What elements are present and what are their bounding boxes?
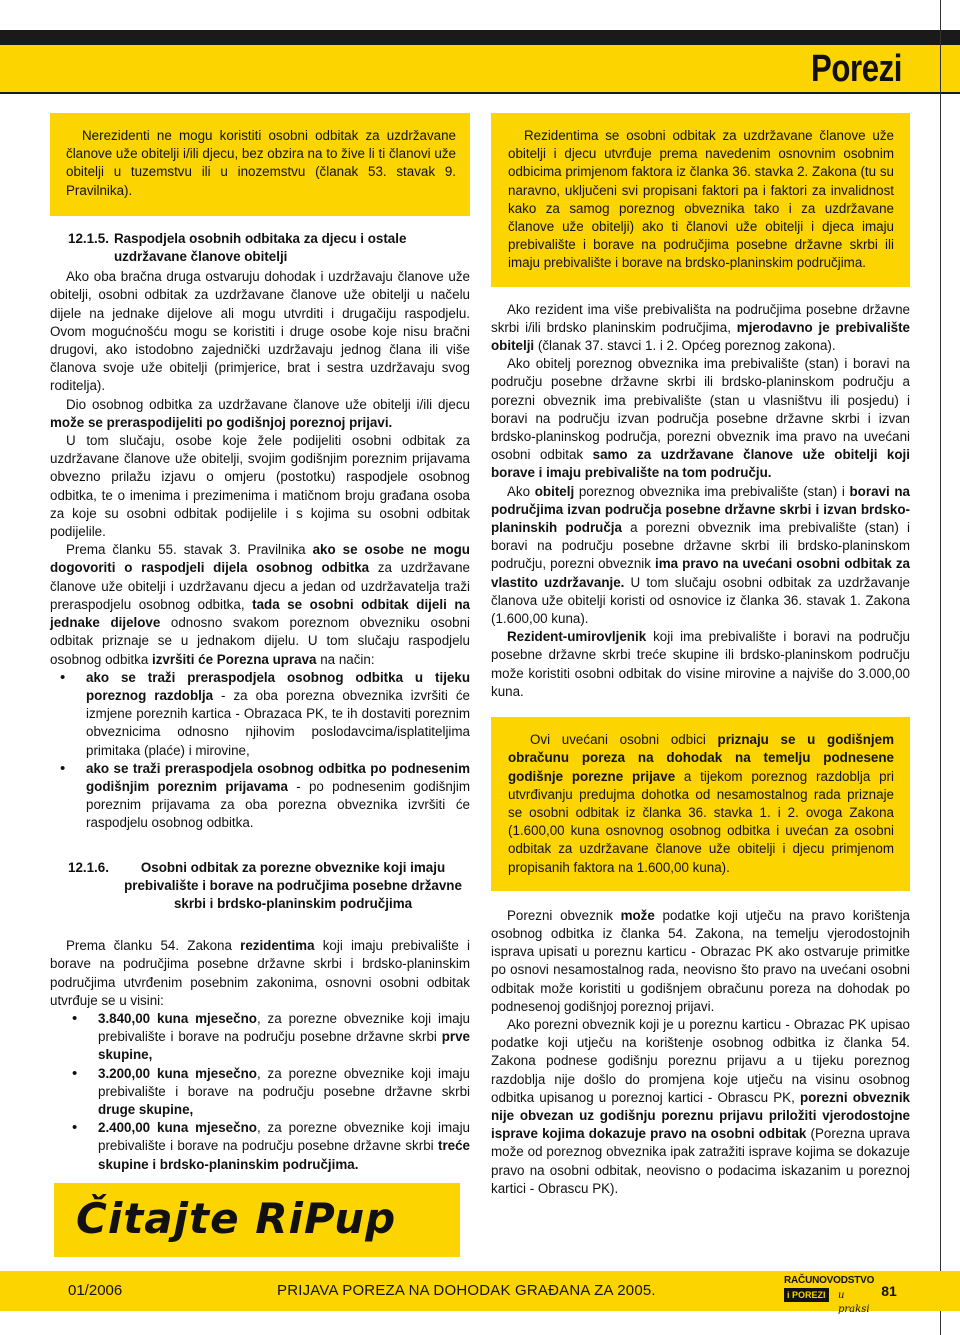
section-title: Osobni odbitak za porezne obveznike koji imaju prebivalište i borave na područjima posebne državne skrbi i brdsko-planinskim područjima <box>124 859 462 911</box>
ripup-banner-text: Čitajte RiPup <box>76 1194 397 1243</box>
redistribution-list <box>50 669 470 833</box>
section-number: 12.1.5. <box>68 230 109 246</box>
text-run: (članak 37. stavci 1. i 2. Općeg poreznog zakona). <box>534 338 836 354</box>
text-run-bold: porezni obveznik nije obvezan uz godišnju poreznu prijavu priložiti vjerodostojne isprave kojima dokazuje pravo na osobni odbitak <box>491 1089 910 1142</box>
resident-note-box <box>491 113 910 287</box>
text-run-bold: samo za uzdržavane članove uže obitelji koji borave i imaju prebivalište na tom području. <box>491 447 910 481</box>
publisher-logo <box>782 1275 878 1315</box>
paragraph <box>491 483 910 629</box>
text-run-bold: priznaju se u godišnjem obračunu poreza na dohodak na temelju podnesene godišnje porezne prijave <box>508 732 894 784</box>
paragraph <box>491 355 910 482</box>
text-run-bold: izvršiti će Porezna uprava <box>152 651 317 667</box>
nonresident-note-box <box>50 113 470 216</box>
text-run: Porezni obveznik <box>507 907 621 923</box>
left-column <box>50 113 470 1174</box>
logo-line-1: RAČUNOVODSTVO <box>784 1275 875 1286</box>
resident-note-text: Rezidentima se osobni odbitak za uzdržavane članove uže obitelji i djecu utvrđuje prema navedenim osnovnim osobnim odbicima primjenom faktora iz članka 36. stavka 2. Zakona (tu su naravno, uključeni svi propisani faktori pa i faktori za invalidnost kako za samog poreznog obveznika tako i za uzdržavane članove uže obitelji) ako ti članovi uže obitelji i djeca imaju prebivalište i borave na područjima posebne državne skrbi ili imaju prebivalište i borave na brdsko-planinskim područjima. <box>508 128 894 271</box>
text-run-bold: ako se traži preraspodjela osobnog odbitka po podnesenim godišnjim poreznim prijavama <box>86 760 470 794</box>
text-run-bold: ima pravo na uvećani osobni odbitak za vlastito uzdržavanje. <box>491 556 911 590</box>
text-run-bold: boravi na područjima izvan područja posebne državne skrbi i izvan brdsko-planinskih područja <box>491 483 910 536</box>
text-run: podatke koji utječu na pravo korištenja osobnog odbitka iz članka 54. Zakona, na temelju vjerodostojnih isprava upisati u poreznu karticu - Obrazac PK ako ostvaruje primitke po osnovi nesamostalnog rada, neovisno što pravo na uvećani osobni odbitak može koristiti u godišnjem obračunu poreza na dohodak po podnesenoj godišnjoj poreznoj prijavi. <box>491 907 910 1014</box>
text-run: Ako <box>507 483 535 499</box>
text-run-bold: tada se osobni odbitak dijeli na jednake dijelove <box>50 596 470 631</box>
list-item <box>98 1119 470 1174</box>
paragraph <box>491 907 910 1016</box>
text-run: Ako porezni obveznik koji je u poreznu karticu - Obrazac PK upisao podatke koji utječu na korištenje osobnog odbitka iz članka 54. Zakona podnese godišnju poreznu prijavu a u tijeku poreznog razdoblja nije došlo do promjena koje utječu na visinu osobnog odbitka upisanog u poreznoj kartici - Obrascu PK, <box>491 1016 910 1105</box>
paragraph <box>50 396 470 432</box>
text-run-bold: druge skupine, <box>98 1101 194 1117</box>
text-run: a tijekom poreznog razdoblja pri utvrđivanju predujma dohotka od nesamostalnog rada priznaje se osobni odbitak iz članka 36. stavka 1. i 2. ovoga Zakona (1.600,00 kuna osnovnog osobnog odbitka i uvećan za osobni odbitak za uzdržavane članove uže obitelji i djecu primjenom propisanih faktora na 1.600,00 kuna). <box>508 768 894 875</box>
text-run-bold: mjerodavno je prebivalište obitelji <box>491 319 910 354</box>
increased-deduction-box <box>491 717 910 891</box>
text-run: koji ima prebivalište i boravi na području posebne državne skrbi treće skupine ili brdsko-planinskom području može koristiti osobni odbitak do visine mirovine a najviše do 3.000,00 kuna. <box>491 629 910 699</box>
section-number: 12.1.6. <box>68 859 109 875</box>
text-run: za uzdržavane članove uže obitelji i uzdržavanu djecu a jedan od uzdržavatelja traži preraspodjelu osobnog odbitka, <box>50 560 470 612</box>
paragraph <box>491 628 910 701</box>
ripup-banner <box>54 1183 460 1257</box>
text-run-bold: 2.400,00 kuna mjesečno <box>98 1120 257 1136</box>
text-run: Prema članku 54. Zakona <box>66 938 241 954</box>
list-item <box>86 760 470 833</box>
publication-title: PRIJAVA POREZA NA DOHODAK GRAĐANA ZA 2005. <box>277 1282 656 1299</box>
text-run: Ako rezident ima više prebivališta na područjima posebne državne skrbi i/ili brdsko planinskim područjima, <box>491 301 910 335</box>
text-run: Prema članku 55. stavak 3. Pravilnika <box>66 542 313 558</box>
text-run: na način: <box>316 651 375 667</box>
text-run-bold: rezidentima <box>240 938 315 954</box>
text-run: , za porezne obveznike koji imaju prebivalište i borave na području posebne državne skrbi <box>98 1065 471 1099</box>
text-run: odnosno svakom poreznom obvezniku osobni odbitak priznaje se u jednakom dijelu. U tom slučaju raspodjelu osobnog odbitka <box>50 615 471 667</box>
paragraph <box>491 1016 910 1198</box>
list-item <box>98 1010 470 1065</box>
text-run-bold: 3.840,00 kuna mjesečno <box>98 1010 257 1026</box>
page-header <box>0 45 960 94</box>
text-run-bold: može se preraspodijeliti po godišnjoj poreznoj prijavi. <box>50 414 393 430</box>
text-run: Dio osobnog odbitka za uzdržavane članove uže obitelji i/ili djecu <box>66 396 470 412</box>
text-run: Ako obitelj poreznog obveznika ima prebivalište (stan) i boravi na području posebne državne skrbi ili brdsko-planinskom području a porezni obveznik ima prebivalište (stan u vlasništvu ili posjedu) i boravi na području izvan područja posebne državne skrbi i izvan brdsko-planinskog područja, porezni obveznik ima pravo na uvećani osobni odbitak <box>491 356 910 463</box>
paragraph: U tom slučaju, osobe koje žele podijeliti osobni odbitak za uzdržavane članove uže obitelji, svojim godišnjim poreznim prijavama obvezno prilažu izjavu o omjeru (postotku) raspodjele osobnog odbitka, te o imenima i prezimenima i matičnom broju građana osoba za koje su osobni odbitak podijelile i s kojima su osobni odbitak podijelile. <box>50 433 470 540</box>
text-run-bold: ako se osobe ne mogu dogovoriti o raspodjeli dijela osobnog odbitka <box>50 542 470 576</box>
paragraph <box>50 541 470 668</box>
increased-deduction-text <box>508 731 894 877</box>
right-column <box>491 113 910 1198</box>
page-number: 81 <box>881 1283 897 1299</box>
paragraph <box>50 937 470 1010</box>
issue-number: 01/2006 <box>68 1282 123 1299</box>
margin-rule <box>940 0 941 1335</box>
section-heading-12-1-6 <box>50 859 470 914</box>
text-run-bold: treće skupine i brdsko-planinskim područjima. <box>98 1138 470 1172</box>
text-run: - po podnesenim godišnjim poreznim prijavama za oba porezna obveznika izvršiti će raspodjelu osobnog odbitka. <box>86 778 470 831</box>
text-run: , za porezne obveznike koji imaju prebivalište i borave na području posebne državne skrbi <box>98 1010 471 1045</box>
text-run: poreznog obveznika ima prebivalište (stan) i <box>574 483 850 499</box>
text-run: koji imaju prebivalište i borave na područjima posebne državne skrbi i brdsko-planinskim područjima utvrđenim posebnim zakonima, osnovni osobni odbitak utvrđuje se u visini: <box>50 938 470 1008</box>
text-run: U tom slučaju osobni odbitak za uzdržavanje članova uže obitelji koristi od osnovice iz članka 36. stavak 1. Zakona (1.600,00 kuna). <box>491 574 910 627</box>
text-run-bold: ako se traži preraspodjela osobnog odbitka u tijeku poreznog razdoblja <box>86 669 470 703</box>
text-run-bold: prve skupine, <box>98 1029 470 1063</box>
text-run-bold: obitelj <box>534 483 575 499</box>
nonresident-note-text: Nerezidenti ne mogu koristiti osobni odbitak za uzdržavane članove uže obitelji i/ili djecu, bez obzira na to žive li ti članovi uže obitelji u tuzemstvu ili u inozemstvu (članak 53. stavak 9. Pravilnika). <box>66 128 456 198</box>
text-run: - za oba porezna obveznika izvršiti će izmjene poreznih kartica - Obrazaca PK, te ih dostaviti poreznim obveznicima odnosno njihovim poslodavcima/isplatiteljima primitaka (plaće) i mirovine, <box>86 687 470 758</box>
deduction-amounts-list <box>50 1010 470 1174</box>
text-run-bold: može <box>620 907 655 923</box>
top-black-bar <box>0 30 960 45</box>
text-run: (Porezna uprava može od poreznog obveznika ipak zatražiti isprave kojima se dokazuje pravo na osobni odbitak, neovisno o podacima iskazanim u poreznoj kartici - Obrascu PK). <box>491 1126 910 1196</box>
text-run: Ovi uvećani osobni odbici <box>530 732 718 748</box>
page-footer <box>0 1271 960 1315</box>
list-item <box>86 669 470 760</box>
text-run-bold: 3.200,00 kuna mjesečno <box>98 1065 257 1081</box>
section-title: Raspodjela osobnih odbitaka za djecu i ostale uzdržavane članove obitelji <box>114 230 407 265</box>
text-run: , za porezne obveznike koji imaju prebivalište i borave na području posebne državne skrbi <box>98 1120 471 1154</box>
paragraph <box>491 301 910 356</box>
paragraph: Ako oba bračna druga ostvaruju dohodak i uzdržavaju članove uže obitelji, osobni odbitak za uzdržavane članove uže obitelji u načelu dijele na jednake dijelove ali mogu utvrditi i drugačiju raspodjelu. Ovom mogućnošću mogu se koristiti i druge osobe koje nisu bračni drugovi, ako istodobno zajednički uzdržavaju jednog člana ili više članova svoje uže obitelji (primjerice, brat i sestra uzdržavaju svog roditelja). <box>50 269 470 394</box>
logo-line-2: i POREZI <box>784 1288 829 1302</box>
list-item <box>98 1065 470 1120</box>
section-heading-12-1-5 <box>50 230 470 266</box>
text-run: a porezni obveznik ima prebivalište (stan) i boravi na području posebne državne skrbi ili brdsko-planinskom području, porezni obveznik <box>491 520 910 572</box>
text-run-bold: Rezident-umirovljenik <box>507 629 647 645</box>
page-title: Porezi <box>810 48 902 90</box>
logo-line-3: u praksi <box>838 1290 870 1315</box>
